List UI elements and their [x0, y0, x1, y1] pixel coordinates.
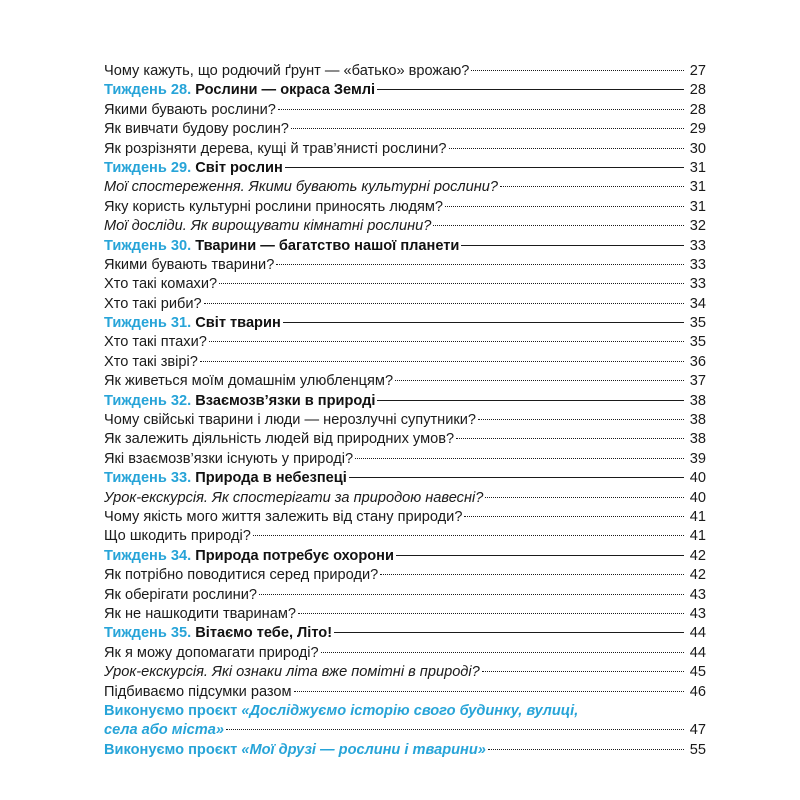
leader-dots: [471, 70, 684, 71]
leader-dots: [433, 225, 684, 226]
toc-entry-title: Якими бувають тварини?: [104, 256, 275, 273]
toc-week-heading[interactable]: [104, 624, 706, 643]
toc-page-number: 33: [689, 276, 706, 293]
toc-entry-title: Як оберігати рослини?: [104, 586, 257, 603]
toc-page-number: 40: [689, 470, 706, 487]
toc-entry[interactable]: [104, 683, 706, 702]
toc-entry-title: Підбиваємо підсумки разом: [104, 683, 292, 700]
toc-page-number: 29: [689, 121, 706, 138]
toc-page-number: 31: [689, 159, 706, 176]
toc-entry-title: Як вивчати будову рослин?: [104, 121, 289, 138]
toc-page-number: 30: [689, 140, 706, 157]
toc-page-number: 44: [689, 644, 706, 661]
toc-page-number: 34: [689, 295, 706, 312]
toc-entry[interactable]: [104, 586, 706, 605]
week-label: Тиждень 32.: [104, 392, 192, 409]
toc-entry[interactable]: [104, 178, 706, 197]
week-label: Тиждень 33.: [104, 470, 192, 487]
toc-page-number: 41: [689, 528, 706, 545]
project-name-continued: села або міста»: [104, 722, 224, 739]
toc-page-number: 38: [689, 412, 706, 429]
toc-entry-title: Хто такі птахи?: [104, 334, 207, 351]
toc-page-number: 28: [689, 82, 706, 99]
toc-entry[interactable]: [104, 275, 706, 294]
leader-dots: [253, 535, 684, 536]
toc-entry[interactable]: [104, 430, 706, 449]
toc-entry[interactable]: [104, 256, 706, 275]
toc-entry-title: Які взаємозв’язки існують у природі?: [104, 450, 354, 467]
leader-line: [349, 477, 684, 478]
toc-week-heading[interactable]: [104, 81, 706, 100]
toc-entry-title: Хто такі комахи?: [104, 276, 218, 293]
project-name: «Досліджуємо історію свого будинку, вулиці,: [241, 702, 579, 719]
week-label: Тиждень 28.: [104, 82, 192, 99]
toc-entry-title: Хто такі риби?: [104, 295, 202, 312]
toc-entry[interactable]: [104, 489, 706, 508]
toc-entry-title: Урок-екскурсія. Як спостерігати за природою навесні?: [104, 489, 484, 506]
toc-entry[interactable]: [104, 295, 706, 314]
toc-entry-title: Чому якість мого життя залежить від стану природи?: [104, 508, 463, 525]
toc-project-entry[interactable]: [104, 741, 706, 760]
toc-entry-title: Мої спостереження. Якими бувають культурні рослини?: [104, 179, 499, 196]
toc-page-number: 46: [689, 683, 706, 700]
toc-page-number: 31: [689, 179, 706, 196]
toc-entry-title: Чому свійські тварини і люди — нерозлучні супутники?: [104, 412, 477, 429]
toc-page-number: 42: [689, 547, 706, 564]
toc-entry-title: Як живеться моїм домашнім улюбленцям?: [104, 373, 394, 390]
toc-page-number: 55: [689, 741, 706, 758]
leader-dots: [482, 671, 684, 672]
toc-page-number: 33: [689, 237, 706, 254]
leader-line: [377, 89, 684, 90]
week-label: Тиждень 29.: [104, 159, 192, 176]
toc-week-heading[interactable]: [104, 237, 706, 256]
toc-page-number: 47: [689, 722, 706, 739]
leader-dots: [449, 148, 684, 149]
week-title: Природа в небезпеці: [195, 470, 347, 487]
leader-dots: [276, 264, 684, 265]
toc-entry[interactable]: [104, 663, 706, 682]
toc-entry-title: Як залежить діяльність людей від природних умов?: [104, 431, 455, 448]
toc-page-number: 44: [689, 625, 706, 642]
toc-entry-title: Урок-екскурсія. Які ознаки літа вже помітні в природі?: [104, 664, 480, 681]
toc-entry-title: Мої досліди. Як вирощувати кімнатні рослини?: [104, 218, 432, 235]
leader-dots: [445, 206, 684, 207]
toc-entry[interactable]: [104, 62, 706, 81]
toc-page-number: 43: [689, 586, 706, 603]
toc-entry[interactable]: [104, 198, 706, 217]
leader-line: [285, 167, 684, 168]
project-prefix: Виконуємо проєкт: [104, 741, 238, 758]
toc-entry-title: Чому кажуть, що родючий ґрунт — «батько» врожаю?: [104, 63, 470, 79]
leader-dots: [294, 691, 684, 692]
toc-project-entry[interactable]: [104, 702, 706, 741]
leader-line: [396, 555, 684, 556]
toc-entry-title: Хто такі звірі?: [104, 353, 198, 370]
toc-entry[interactable]: [104, 411, 706, 430]
toc-entry[interactable]: [104, 101, 706, 120]
toc-entry[interactable]: [104, 605, 706, 624]
week-title: Взаємозв’язки в природі: [195, 392, 376, 409]
leader-line: [283, 322, 684, 323]
project-prefix: Виконуємо проєкт: [104, 702, 238, 719]
toc-page-number: 31: [689, 198, 706, 215]
leader-dots: [395, 380, 684, 381]
leader-dots: [488, 749, 684, 750]
leader-dots: [380, 574, 684, 575]
toc-entry[interactable]: [104, 566, 706, 585]
toc-entry[interactable]: [104, 644, 706, 663]
toc-entry-title: Як потрібно поводитися серед природи?: [104, 567, 379, 584]
leader-dots: [500, 186, 684, 187]
leader-dots: [355, 458, 684, 459]
toc-week-heading[interactable]: [104, 159, 706, 178]
toc-page-number: 42: [689, 567, 706, 584]
project-name: «Мої друзі — рослини і тварини»: [241, 741, 486, 758]
toc-page-number: 27: [689, 63, 706, 79]
toc-page-number: 39: [689, 450, 706, 467]
toc-entry-title: Як розрізняти дерева, кущі й трав’янисті рослини?: [104, 140, 447, 157]
toc-week-heading[interactable]: [104, 314, 706, 333]
toc-week-heading[interactable]: [104, 547, 706, 566]
week-label: Тиждень 35.: [104, 625, 192, 642]
toc-page-number: 37: [689, 373, 706, 390]
leader-dots: [259, 594, 684, 595]
week-label: Тиждень 30.: [104, 237, 192, 254]
leader-dots: [278, 109, 684, 110]
table-of-contents: [104, 62, 706, 760]
toc-page-number: 38: [689, 392, 706, 409]
leader-dots: [209, 341, 684, 342]
leader-dots: [219, 283, 684, 284]
toc-entry[interactable]: [104, 508, 706, 527]
toc-entry-title: Яку користь культурні рослини приносять людям?: [104, 198, 444, 215]
toc-entry[interactable]: [104, 450, 706, 469]
week-label: Тиждень 34.: [104, 547, 192, 564]
week-title: Тварини — багатство нашої планети: [195, 237, 460, 254]
leader-line: [377, 400, 684, 401]
toc-page-number: 32: [689, 218, 706, 235]
week-label: Тиждень 31.: [104, 315, 192, 332]
leader-dots: [226, 729, 684, 730]
toc-entry-title: Що шкодить природі?: [104, 528, 251, 545]
week-title: Вітаємо тебе, Літо!: [195, 625, 333, 642]
toc-entry[interactable]: [104, 353, 706, 372]
leader-dots: [478, 419, 684, 420]
leader-line: [461, 245, 684, 246]
toc-entry-title: Як не нашкодити тваринам?: [104, 605, 296, 622]
leader-dots: [456, 438, 684, 439]
toc-entry[interactable]: [104, 120, 706, 139]
week-title: Світ тварин: [195, 315, 281, 332]
toc-week-heading[interactable]: [104, 469, 706, 488]
leader-dots: [485, 497, 684, 498]
week-title: Рослини — окраса Землі: [195, 82, 376, 99]
toc-page-number: 35: [689, 334, 706, 351]
toc-entry[interactable]: [104, 372, 706, 391]
toc-page-number: 28: [689, 101, 706, 118]
week-title: Природа потребує охорони: [195, 547, 394, 564]
toc-week-heading[interactable]: [104, 392, 706, 411]
leader-dots: [298, 613, 684, 614]
toc-page-number: 36: [689, 353, 706, 370]
week-title: Світ рослин: [195, 159, 283, 176]
toc-page-number: 33: [689, 256, 706, 273]
toc-page-number: 40: [689, 489, 706, 506]
toc-page-number: 43: [689, 605, 706, 622]
toc-page-number: 38: [689, 431, 706, 448]
leader-dots: [200, 361, 684, 362]
toc-page-number: 45: [689, 664, 706, 681]
toc-entry[interactable]: [104, 527, 706, 546]
toc-entry-title: Як я можу допомагати природі?: [104, 644, 319, 661]
leader-dots: [321, 652, 684, 653]
toc-entry[interactable]: [104, 333, 706, 352]
leader-line: [334, 632, 684, 633]
leader-dots: [464, 516, 684, 517]
toc-entry[interactable]: [104, 140, 706, 159]
toc-page-number: 41: [689, 508, 706, 525]
toc-page-number: 35: [689, 315, 706, 332]
toc-entry-title: Якими бувають рослини?: [104, 101, 276, 118]
leader-dots: [204, 303, 684, 304]
leader-dots: [291, 128, 684, 129]
toc-entry[interactable]: [104, 217, 706, 236]
